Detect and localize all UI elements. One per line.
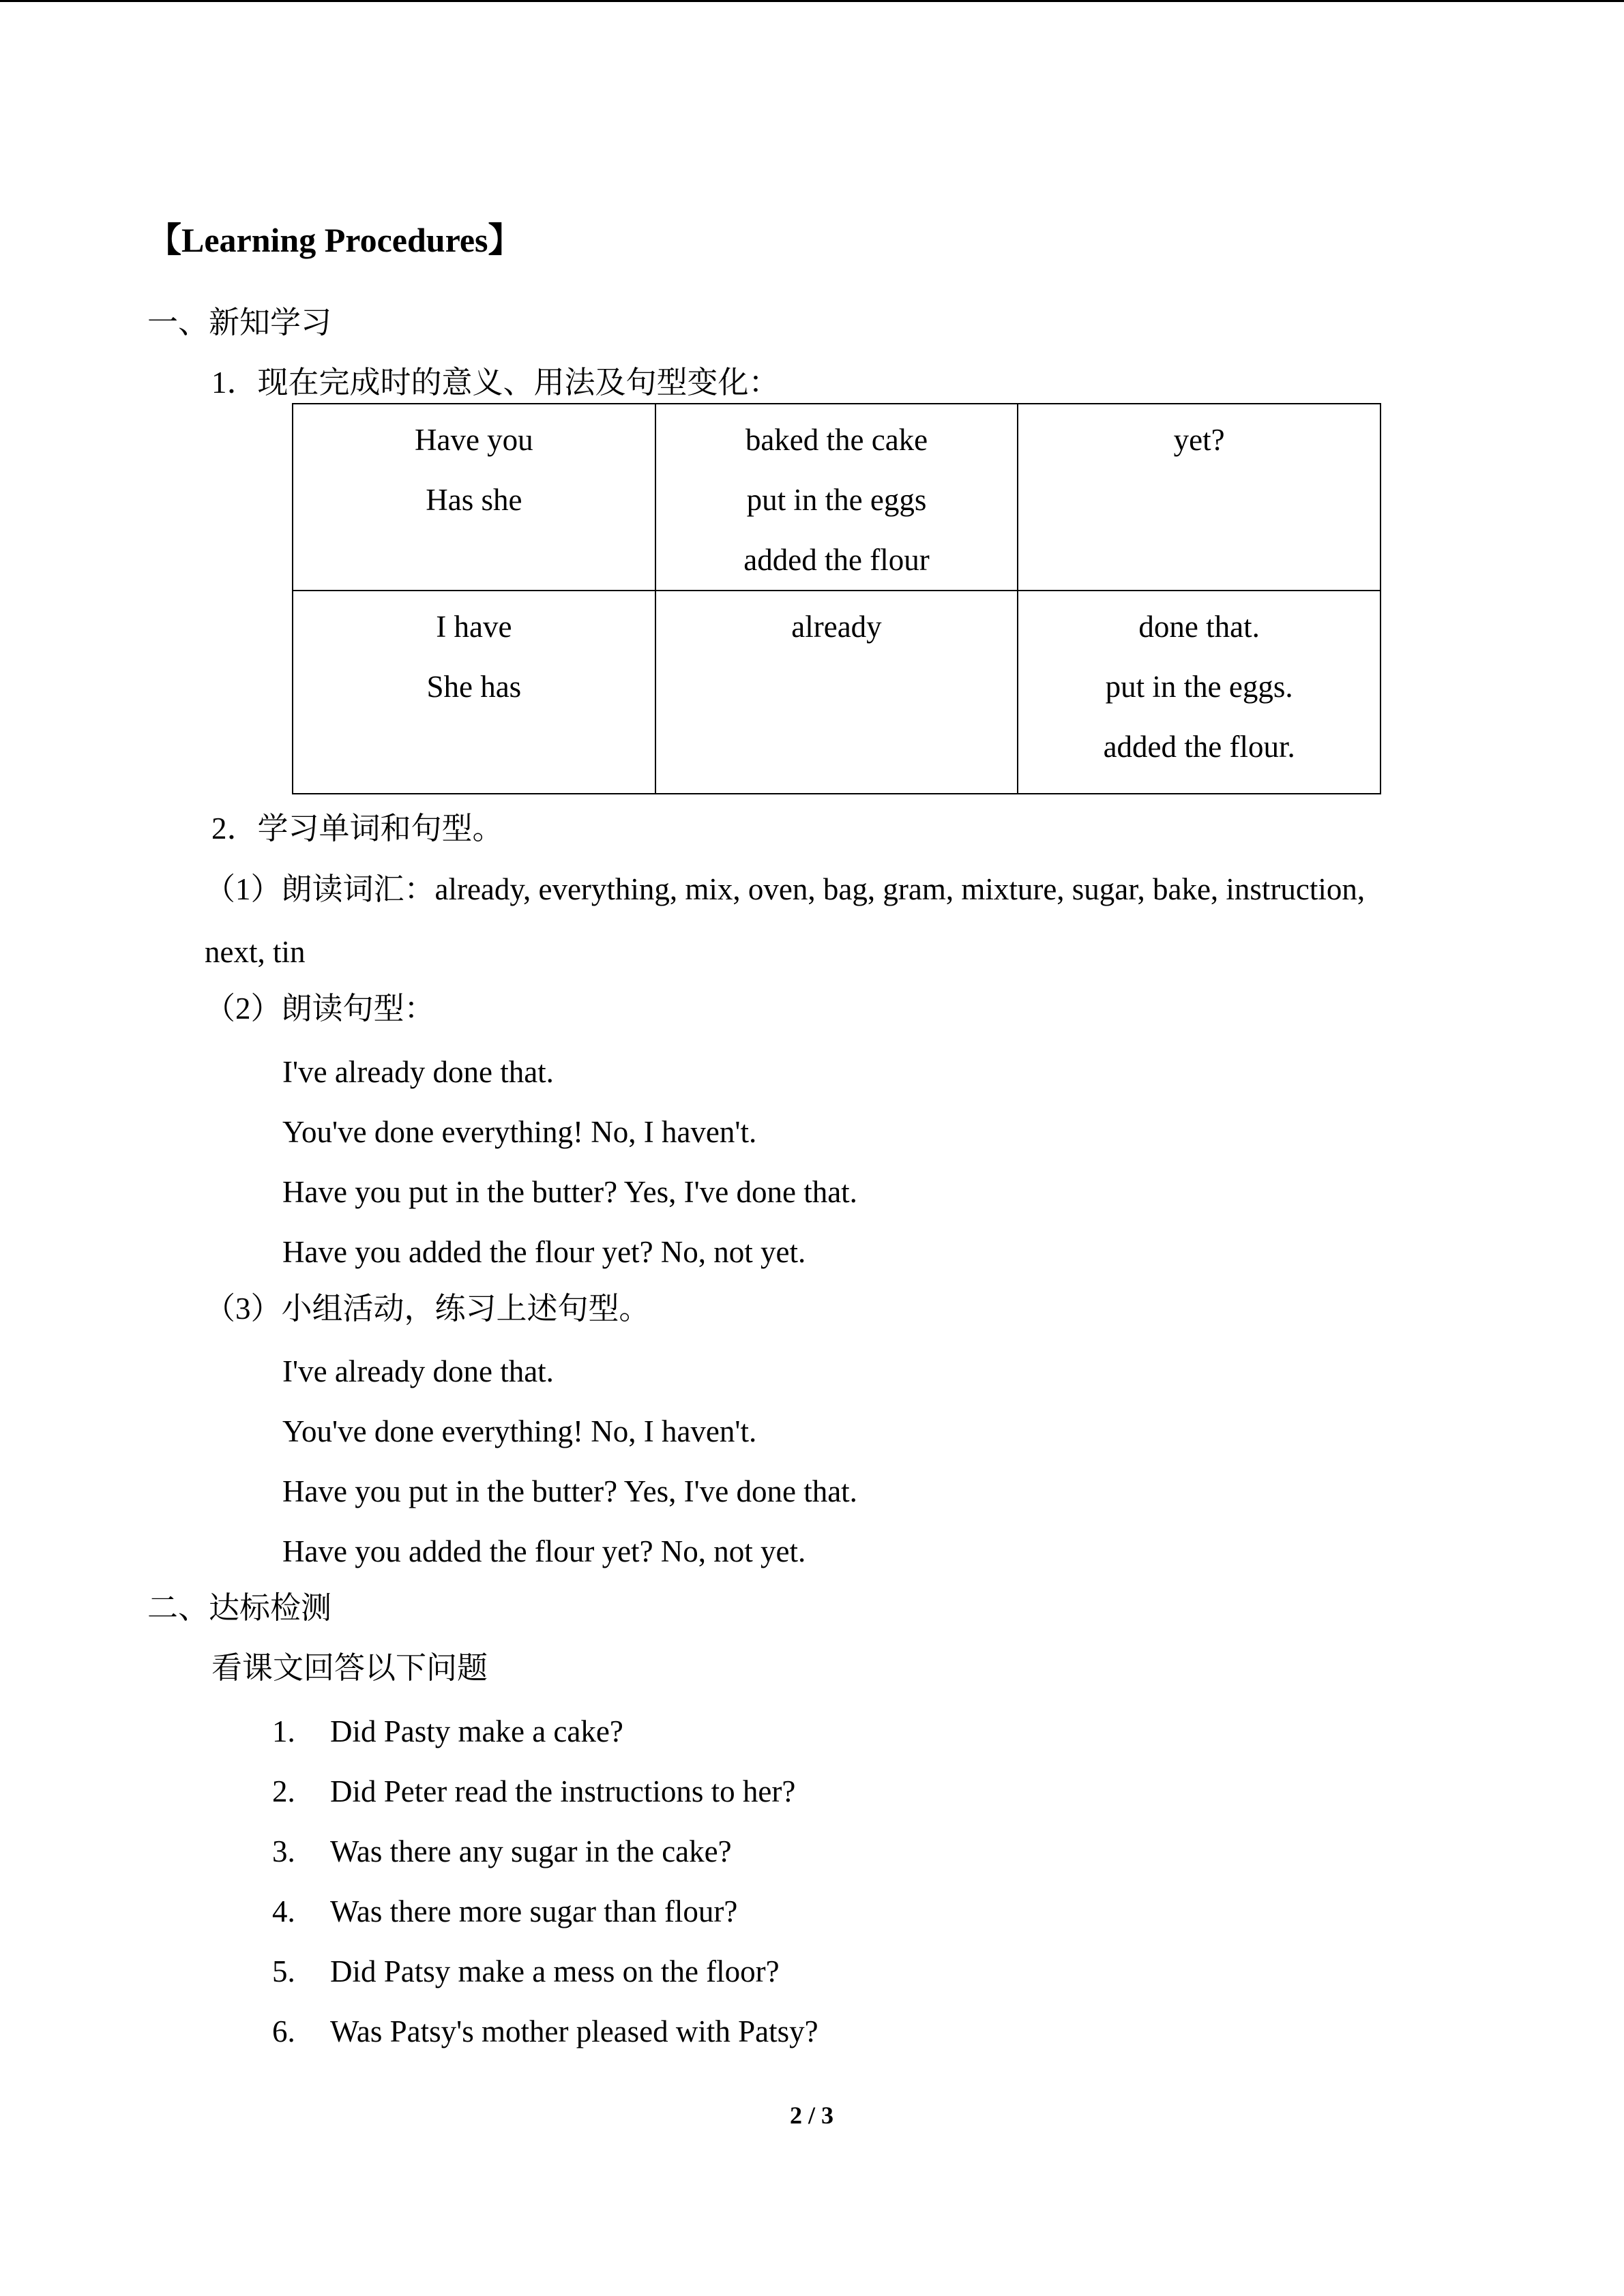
item2-title: 2．学习单词和句型。 [211, 811, 503, 846]
sentence-line: I've already done that. [282, 1055, 554, 1089]
question-number: 2. [272, 1774, 295, 1808]
question-text: Did Pasty make a cake? [330, 1714, 623, 1748]
table-cell-verb-answer [1018, 591, 1381, 794]
table-cell-subject-question [293, 404, 655, 591]
question-number: 4. [272, 1894, 295, 1928]
table-cell-verb-question [655, 404, 1018, 591]
cell-line: added the flour [743, 543, 930, 577]
cell-line: put in the eggs. [1105, 670, 1293, 704]
question-text: Did Peter read the instructions to her? [330, 1774, 796, 1808]
sentence-line: You've done everything! No, I haven't. [282, 1115, 757, 1149]
top-border [0, 0, 1624, 2]
cell-line: added the flour. [1103, 730, 1295, 764]
questions-intro: 看课文回答以下问题 [211, 1651, 488, 1685]
group-activity-title: （3）小组活动，练习上述句型。 [205, 1292, 650, 1326]
question-text: Did Patsy make a mess on the floor? [330, 1954, 780, 1988]
cell-line: already [791, 610, 882, 644]
grammar-table [292, 403, 1381, 794]
cell-line: done that. [1138, 610, 1260, 644]
question-text: Was there any sugar in the cake? [330, 1834, 732, 1868]
cell-line: Has she [426, 483, 522, 517]
table-row [293, 404, 1381, 591]
vocab-line-continued: next, tin [205, 935, 306, 969]
sentence-line: You've done everything! No, I haven't. [282, 1414, 757, 1448]
sentences-title: （2）朗读句型： [205, 992, 435, 1026]
page-number: 2 / 3 [789, 2102, 834, 2129]
question-number: 5. [272, 1954, 295, 1988]
cell-line: She has [426, 670, 522, 704]
table-row [293, 591, 1381, 794]
sentence-line: Have you added the flour yet? No, not yet. [282, 1235, 806, 1269]
sentence-line: Have you put in the butter? Yes, I've done that. [282, 1474, 857, 1508]
sentence-line: Have you added the flour yet? No, not yet. [282, 1534, 806, 1568]
question-number: 3. [272, 1834, 295, 1868]
question-number: 1. [272, 1714, 295, 1748]
section1-title: 一、新知学习 [147, 305, 332, 340]
vocab-line: （1）朗读词汇：already, everything, mix, oven, bag, gram, mixture, sugar, bake, instruction, [205, 872, 1365, 906]
cell-line: yet? [1173, 423, 1225, 457]
table-cell-already [655, 591, 1018, 794]
page-heading: 【Learning Procedures】 [147, 221, 522, 259]
cell-line: baked the cake [745, 423, 928, 457]
cell-line: I have [436, 610, 512, 644]
table-cell-subject-answer [293, 591, 655, 794]
table-cell-yet [1018, 404, 1381, 591]
sentence-line: I've already done that. [282, 1354, 554, 1388]
item1-title: 1．现在完成时的意义、用法及句型变化： [211, 366, 780, 400]
cell-line: Have you [414, 423, 533, 457]
question-text: Was there more sugar than flour? [330, 1894, 738, 1928]
question-text: Was Patsy's mother pleased with Patsy? [330, 2014, 818, 2048]
sentence-line: Have you put in the butter? Yes, I've done that. [282, 1175, 857, 1209]
cell-line: put in the eggs [746, 483, 927, 517]
question-number: 6. [272, 2014, 295, 2048]
section2-title: 二、达标检测 [147, 1591, 332, 1625]
